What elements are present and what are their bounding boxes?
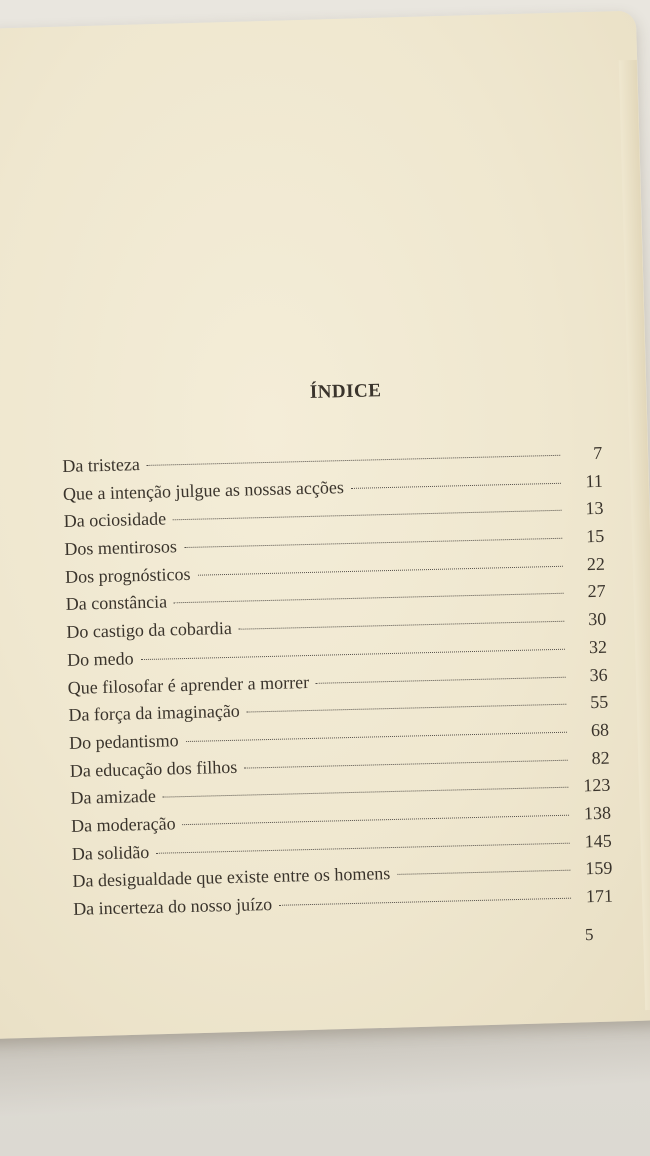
toc-entry-page: 138 — [583, 802, 612, 824]
toc-entry-page: 32 — [588, 636, 608, 657]
dot-leader — [244, 759, 567, 768]
dot-leader — [316, 676, 566, 683]
toc-entry-page: 55 — [590, 691, 609, 713]
dot-leader — [173, 510, 561, 520]
dot-leader — [397, 870, 570, 875]
dot-leader — [198, 566, 563, 576]
dot-leader — [351, 482, 561, 488]
toc-entry-title: Do medo — [66, 648, 134, 670]
toc-entry-page: 171 — [585, 885, 614, 907]
toc-entry-title: Que filosofar é aprender a morrer — [67, 671, 310, 698]
toc-entry-title: Do castigo da cobardia — [66, 618, 233, 643]
toc-entry-page: 68 — [590, 719, 610, 741]
dot-leader — [141, 649, 565, 660]
index-heading: ÍNDICE — [309, 380, 382, 403]
dot-leader — [183, 815, 569, 825]
dot-leader — [184, 538, 562, 548]
toc-entry-title: Da força da imaginação — [68, 700, 241, 726]
toc-entry-title: Da amizade — [70, 786, 157, 809]
toc-entry-title: Da desigualdade que existe entre os homens — [72, 863, 391, 892]
toc-entry-page: 22 — [586, 553, 606, 574]
toc-entry-title: Da moderação — [70, 813, 176, 836]
toc-entry-title: Que a intenção julgue as nossas acções — [62, 476, 345, 504]
toc-entry-title: Da tristeza — [62, 454, 141, 476]
dot-leader — [186, 732, 567, 742]
toc-list — [62, 443, 613, 927]
page-number: 5 — [584, 924, 594, 945]
toc-entry-title: Do pedantismo — [68, 730, 179, 753]
toc-entry-page: 13 — [585, 498, 604, 519]
toc-entry-page: 30 — [588, 608, 607, 630]
toc-entry-page: 36 — [589, 664, 608, 685]
toc-entry-title: Dos mentirosos — [64, 536, 178, 560]
dot-leader — [247, 704, 567, 713]
dot-leader — [163, 787, 568, 798]
toc-entry-page: 7 — [592, 442, 603, 463]
toc-entry-title: Da incerteza do nosso juízo — [72, 893, 273, 919]
toc-entry-title: Da constância — [65, 591, 168, 615]
toc-entry-title: Da solidão — [71, 841, 150, 864]
toc-entry-page: 27 — [587, 581, 606, 602]
toc-entry-page: 82 — [591, 747, 610, 768]
toc-entry-page: 145 — [584, 830, 612, 851]
table-of-contents — [60, 357, 613, 927]
dot-leader — [156, 842, 569, 853]
toc-entry-title: Da educação dos filhos — [69, 756, 238, 781]
toc-entry-page: 15 — [585, 525, 605, 547]
dot-leader — [174, 593, 563, 604]
toc-entry-title: Da ociosidade — [63, 508, 167, 532]
dot-leader — [239, 621, 564, 630]
dot-leader — [279, 898, 571, 906]
dot-leader — [147, 455, 560, 466]
toc-entry-page: 11 — [585, 470, 604, 491]
toc-entry-title: Dos prognósticos — [64, 563, 191, 587]
toc-entry-page: 159 — [585, 857, 613, 879]
toc-entry-page: 123 — [583, 774, 611, 796]
